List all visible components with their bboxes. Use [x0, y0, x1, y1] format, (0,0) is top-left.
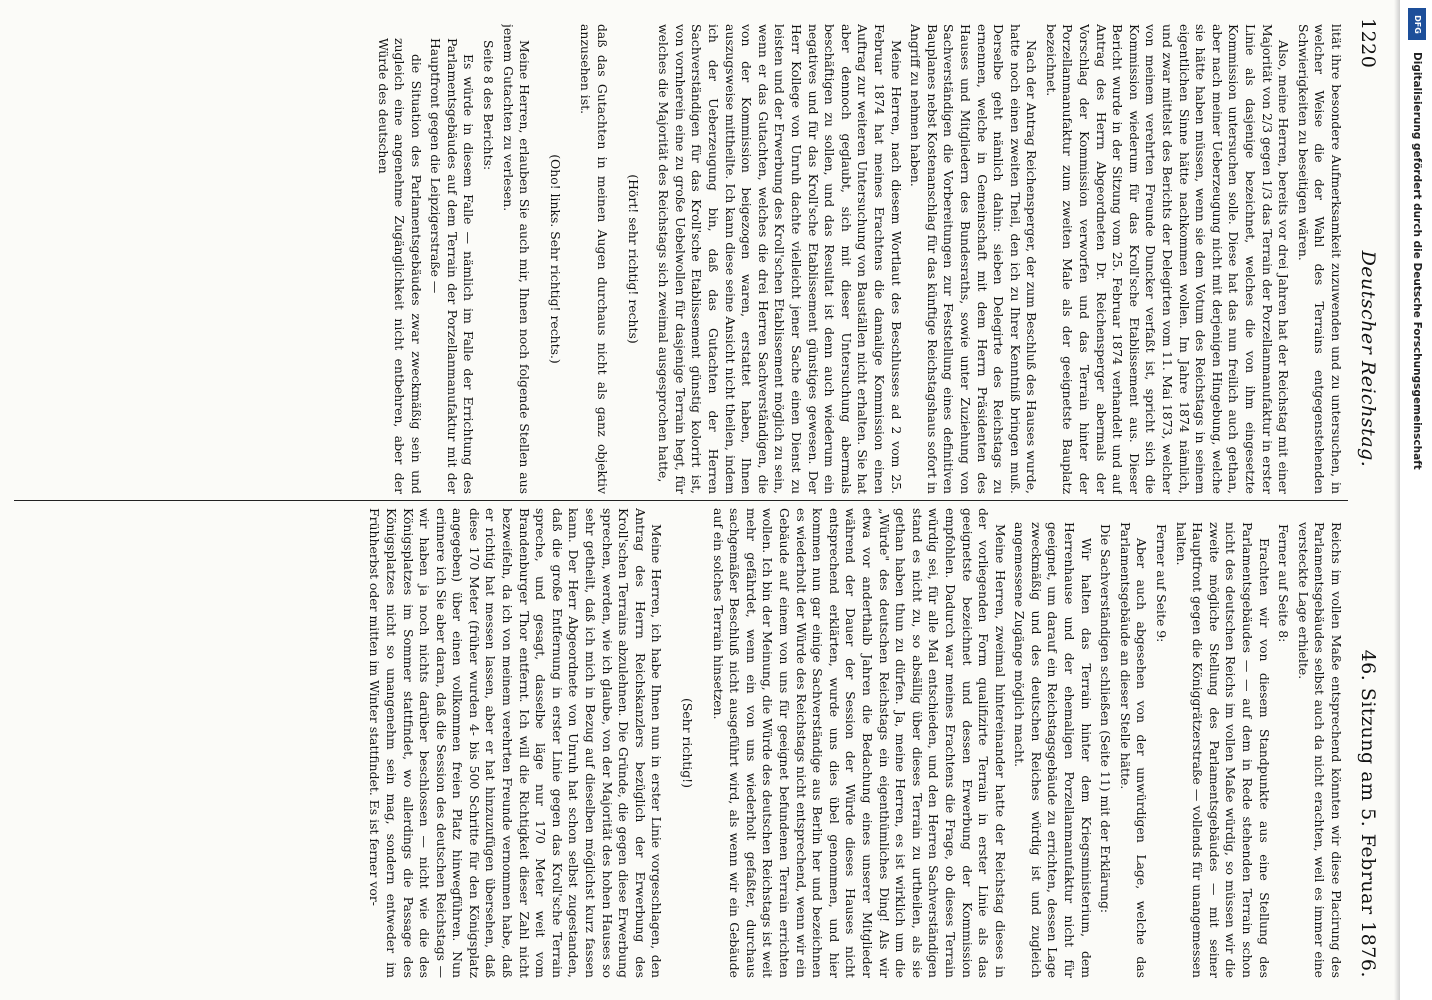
- paragraph: Die Sachverständigen schließen (Seite 11) mit der Erklärung:: [1098, 524, 1114, 914]
- paragraph: lität ihre besondere Aufmerksamkeit zuzuwenden und zu untersuchen, in welcher Weise die der Wahl des Terrains entgegenstehenden Schwierigkeiten zu beseitigen wären.: [1295, 24, 1344, 494]
- paragraph: Meine Herren, zweimal hintereinander hatte der Reichstag dieses in der vorliegenden Form qualifizirte Terrain in erster Linie als das geeignetste bezeichnet und dessen Erwerbung der Kommission empfohlen. Dadurch war meines Erachtens die Frage, ob dieses Terrain würdig sei, für alle Mal entschieden, und den Herren Sachverständigen stand es nicht zu, so absällig über dieses Terrain zu urtheilen, als sie gethan haben thun zu dürfen. Ja, meine Herren, es ist wirklich um die „Würde" des deutschen Reichstags ein eigenthümliches Ding! Als wir etwa vor anderthalb Jahren die Bedachung eines unserer Mitglieder während der Dauer der Session der Würde dieses Hauses nicht entsprechend erklärten, wurde uns dies übel genommen, und hier kommen nun gar einige Sachverständige aus Berlin her und bezeichnen es wiederholt der Würde des Reichstags nicht entsprechend, wenn wir ein Gebäude auf einem von uns für geeignet befundenen Terrain errichten wollen. Ich bin der Meinung, die Würde des deutschen Reichstags ist weit mehr gefährdet, wenn ein von uns wiederholt gefaßter, durchaus sachgemäßer Beschluß nicht ausgeführt wird, als wenn wir ein Gebäude auf ein solches Terrain hinsetzen.: [710, 508, 1008, 978]
- paragraph: Meine Herren, erlauben Sie auch mir, Ihnen noch folgende Stellen aus jenem Gutachten zu verlesen.: [500, 24, 533, 494]
- session-date: 46. Sitzung am 5. Februar 1876.: [1357, 649, 1379, 978]
- quote-paragraph: Reichs im vollen Maße entsprechend könnten wir diese Placirung des Parlamentsgebäudes selbst auch da nicht erachten, weil es immer eine versteckte Lage erhielte.: [1295, 522, 1344, 978]
- scan-edge-shadow: [1394, 0, 1400, 1000]
- interjection: (Sehr richtig!): [680, 698, 696, 788]
- paragraph: Ferner auf Seite 8:: [1276, 524, 1292, 643]
- paragraph: daß das Gutachten in meinen Augen durchaus nicht als ganz objektiv anzusehen ist.: [578, 24, 611, 494]
- quote-paragraph: Es würde in diesem Falle — nämlich im Falle der Errichtung des Parlamentsgebäudes auf dem Terrain der Porzellanmanufaktur mit der Hauptfront gegen die Leipzigerstraße —: [428, 38, 477, 494]
- paragraph: Nach der Antrag Reichensperger, der zum Beschluß des Hauses wurde, hatte noch einen zweiten Theil, den ich zu Ihrer Kenntniß bringen muß. Derselbe geht nämlich dahin: sieben Delegirte des Reichstags zu ernennen, welche in Gemeinschaft mit dem Herrn Präsidenten des Hauses und Mitgliedern des Bundesraths, sowie unter Zuziehung von Sachverständigen die Vorbereitungen zur Feststellung eines definitiven Bauplanes nebst Kostenanschlag für das künftige Reichstagshaus sofort in Angriff zu nehmen haben.: [908, 24, 1040, 494]
- quote-paragraph: Aber auch abgesehen von der unwürdigen Lage, welche das Parlamentsgebäude an dieser Stelle hätte.: [1117, 522, 1150, 978]
- page-header: [1350, 18, 1386, 978]
- interjection: (Hört! sehr richtig! rechts): [625, 174, 641, 344]
- right-column: [14, 508, 1344, 978]
- paragraph: Also, meine Herren, bereits vor drei Jahren hat der Reichstag mit einer Majorität von 2/3 gegen 1/3 das Terrain der Porzellanmanufaktur in erster Linie als dasjenige bezeichnet, welches die von ihm eingesetzte Kommission untersuchen solle. Diese hat das nun freilich auch gethan, aber nach meiner Ueberzeugung nicht mit derjenigen Hingebung, welche sie hätte haben müssen, wenn sie dem Votum des Reichstags in seinem eigentlichen Sinne hätte nachkommen wollen. Im Jahre 1874 nämlich, und zwar mittelst des Berichts der Delegirten vom 11. Mai 1873, welcher von meinem verehrten Freunde Duncker verfaßt ist, spricht sich die Kommission wiederum für das Kroll'sche Etablissement aus. Dieser Bericht wurde in der Sitzung vom 25. Februar 1874 verhandelt und auf Antrag des Herrn Abgeordneten Dr. Reichensperger abermals der Vorschlag der Kommission verworfen und das Terrain hinter der Porzellanmanufaktur zum zweiten Male als der geeignetste Bauplatz bezeichnet.: [1043, 24, 1292, 494]
- quote-paragraph: Wir halten das Terrain hinter dem Kriegsministerium, dem Herrenhause und der ehemaligen Porzellanmanufaktur nicht für geeignet, um darauf ein Reichstagsgebäude zu errichten, dessen Lage zweckmäßig und des deutschen Reiches würdig ist und zugleich angemessene Zugänge möglich macht.: [1012, 522, 1094, 978]
- quote-paragraph: die Situation des Parlamentsgebäudes zwar zweckmäßig sein und zugleich eine angenehme Zugänglichkeit nicht entbehren, aber der Würde des deutschen: [375, 38, 424, 494]
- digitization-credit: Digitalisierung gefördert durch die Deutsche Forschungsgemeinschaft: [1411, 52, 1423, 470]
- quote-paragraph: Erachten wir von diesem Standpunkte aus eine Stellung des Parlamentsgebäudes — — auf dem in Rede stehenden Terrain schon nicht des deutschen Reichs im vollen Maße würdig, so müssen wir die zweite mögliche Stellung des Parlamentsgebäudes — mit seiner Hauptfront gegen die Königgrätzerstraße — vollends für unangemessen halten.: [1173, 522, 1272, 978]
- paragraph: Seite 8 des Berichts:: [481, 40, 497, 171]
- paragraph: Meine Herren, nach diesem Wortlaut des Beschlusses ad 2 vom 25. Februar 1874 hat meines Erachtens die damalige Kommission einen Auftrag zur weiteren Untersuchung von Bauställen nicht erhalten. Sie hat aber dennoch geglaubt, sich mit dieser Untersuchung abermals beschäftigen zu sollen, und das Resultat ist denn auch wiederum ein negatives und für das Kroll'sche Etablissement günstiges gewesen. Der Herr Kollege von Unruh dachte vielleicht jener Sache einen Dienst zu leisten und der Erwerbung des Kroll'schen Etablissement möglich zu sein, wenn er das Gutachten, welches die drei Herren Sachverständigen, die von der Kommission beigezogen waren, erstattet haben, Ihnen auszugsweise mittheilte. Ich kann diese seine Ansicht nicht theilen, indem ich der Ueberzeugung bin, daß das Gutachten der Herren Sachverständigen für das Kroll'sche Etablissement günstig kolorirt ist, von vornherein eine zu große Uebelwollen für dasjenige Terrain hegt, für welches die Majorität des Reichstags sich zweimal ausgesprochen hatte,: [656, 24, 904, 494]
- page-number: 1220: [1357, 18, 1379, 69]
- left-column: [14, 24, 1344, 494]
- publication-title: Deutscher Reichstag.: [1357, 250, 1379, 468]
- interjection: (Oho! links. Sehr richtig! rechts.): [547, 154, 563, 364]
- paragraph: Ferner auf Seite 9:: [1154, 524, 1170, 643]
- paragraph: Meine Herren, ich habe Ihnen nun in erster Linie vorgeschlagen, den Antrag des Herrn Reichskanzlers bezüglich der Erwerbung des Kroll'schen Terrains abzulehnen. Die Gründe, die gegen diese Erwerbung sprechen, werden, wie ich glaube, von der Majorität des hohen Hauses so sehr getheilt, daß ich mich in Bezug auf dieselben möglichst kurz fassen kann. Der Herr Abgeordnete von Unruh hat schon selbst zugestanden, daß die große Entfernung in erster Linie gegen das Kroll'sche Terrain spreche, und gesagt, dasselbe läge nur 170 Meter weit vom Brandenburger Thor entfernt. Ich will die Richtigkeit dieser Zahl nicht bezweifeln, da ich von meinem verehrten Freunde vernommen habe, daß er richtig hat messen lassen, aber er hat hinzuzufügen übersehen, daß diese 170 Meter (früher wurden 4- bis 500 Schritte für den Königsplatz angegeben) über einen vollkommen freien Platz hinwegführen. Nun erinnere ich Sie aber daran, daß die Session des deutschen Reichstags — wir haben ja noch nichts darüber beschlossen — nicht wie die des Königsplatzes im Sommer stattfindet, wo allerdings die Passage des Königsplatzes nicht so unangenehm sein mag, sondern entweder im Frühherbst oder mitten im Winter stattfindet. Es ist ferner vor-: [367, 508, 665, 978]
- column-divider: [14, 500, 1348, 501]
- dfg-logo-icon: DFG: [1408, 8, 1426, 40]
- digitization-stamp: [1408, 8, 1428, 768]
